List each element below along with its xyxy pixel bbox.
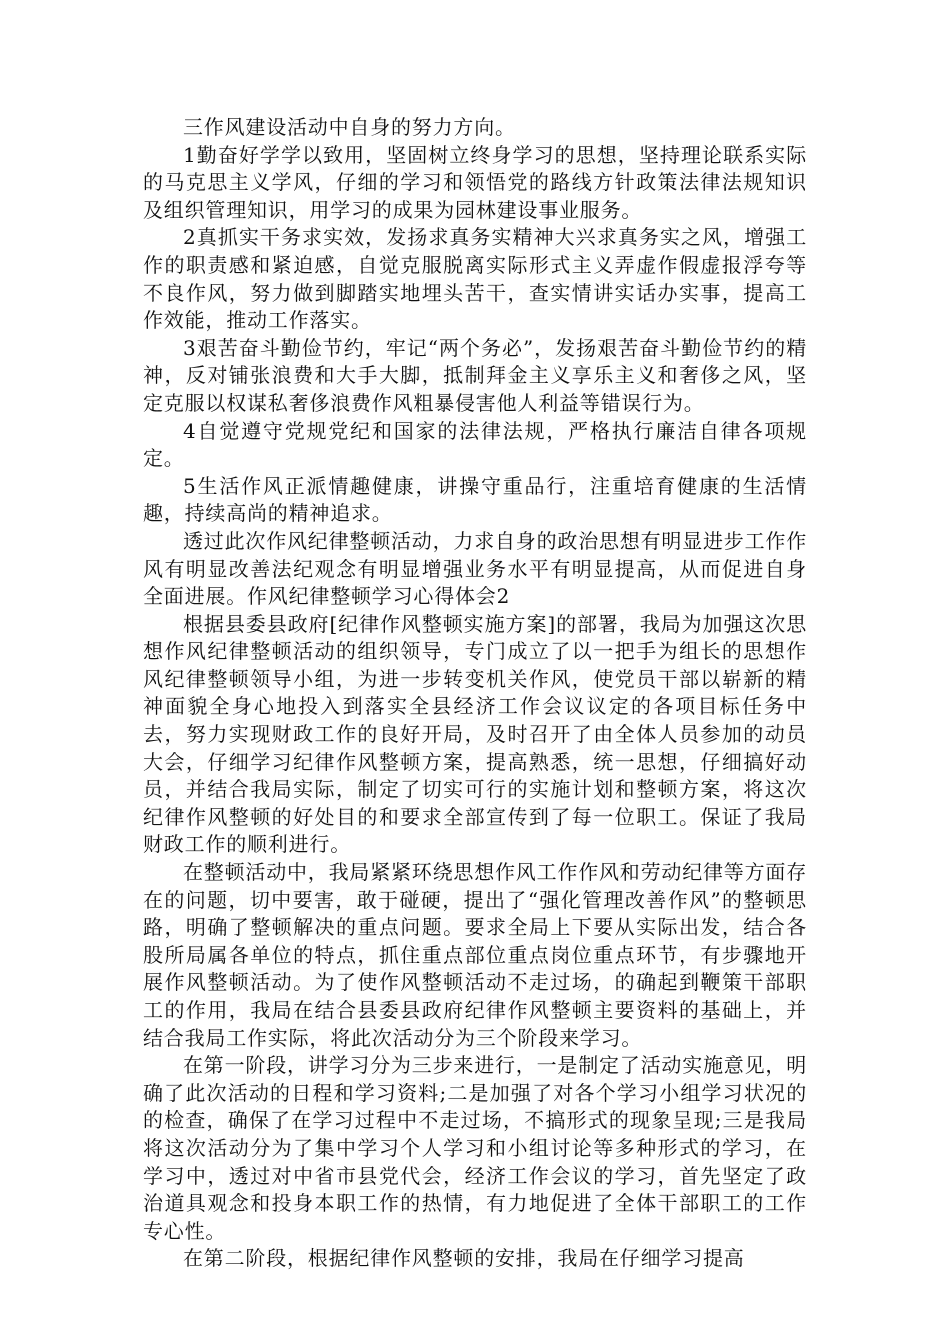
paragraph-item-3: 3艰苦奋斗勤俭节约，牢记“两个务必”，发扬艰苦奋斗勤俭节约的精神，反对铺张浪费和大手大脚，抵制拜金主义享乐主义和奢侈之风，坚定克服以权谋私奢侈浪费作风粗暴侵害他人利益等错误行为。 bbox=[143, 335, 807, 415]
document-page bbox=[143, 114, 807, 1273]
paragraph-section-three-heading: 三作风建设活动中自身的努力方向。 bbox=[183, 115, 516, 139]
paragraph-item-4: 4自觉遵守党规党纪和国家的法律法规，严格执行廉洁自律各项规定。 bbox=[143, 418, 807, 471]
paragraph-stage-two: 在第二阶段，根据纪律作风整顿的安排，我局在仔细学习提高 bbox=[183, 1246, 745, 1271]
paragraph-rectification: 在整顿活动中，我局紧紧环绕思想作风工作作风和劳动纪律等方面存在的问题，切中要害，敢于碰硬，提出了“强化管理改善作风”的整顿思路，明确了整顿解决的重点问题。要求全局上下要从实际出发，结合各股所局属各单位的特点，抓住重点部位重点岗位重点环节，有步骤地开展作风整顿活动。为了使作风整顿活动不走过场，的确起到鞭策干部职工的作用，我局在结合县委县政府纪律作风整顿主要资料的基础上，并结合我局工作实际，将此次活动分为三个阶段来学习。 bbox=[143, 860, 807, 1050]
paragraph-item-5: 5生活作风正派情趣健康，讲操守重品行，注重培育健康的生活情趣，持续高尚的精神追求。 bbox=[143, 473, 807, 526]
paragraph-conclusion: 透过此次作风纪律整顿活动，力求自身的政治思想有明显进步工作作风有明显改善法纪观念有明显增强业务水平有明显提高，从而促进自身全面进展。作风纪律整顿学习心得体会2 bbox=[143, 528, 807, 609]
paragraph-stage-one: 在第一阶段，讲学习分为三步来进行，一是制定了活动实施意见，明确了此次活动的日程和学习资料;二是加强了对各个学习小组学习状况的的检查，确保了在学习过程中不走过场，不搞形式的现象呈现;三是我局将这次活动分为了集中学习个人学习和小组讨论等多种形式的学习，在学习中，透过对中省市县党代会，经济工作会议的学习，首先坚定了政治道具观念和投身本职工作的热情，有力地促进了全体干部职工的工作专心性。 bbox=[143, 1053, 807, 1243]
paragraph-item-2: 2真抓实干务求实效，发扬求真务实精神大兴求真务实之风，增强工作的职责感和紧迫感，自觉克服脱离实际形式主义弄虚作假虚报浮夸等不良作风，努力做到脚踏实地埋头苦干，查实情讲实话办实事，提高工作效能，推动工作落实。 bbox=[143, 225, 807, 333]
paragraph-item-1: 1勤奋好学学以致用，坚固树立终身学习的思想，坚持理论联系实际的马克思主义学风，仔细的学习和领悟党的路线方针政策法律法规知识及组织管理知识，用学习的成果为园林建设事业服务。 bbox=[143, 142, 807, 222]
paragraph-deployment: 根据县委县政府[纪律作风整顿实施方案]的部署，我局为加强这次思想作风纪律整顿活动的组织领导，专门成立了以一把手为组长的思想作风纪律整顿领导小组，为进一步转变机关作风，使党员干部以崭新的精神面貌全身心地投入到落实全县经济工作会议议定的各项目标任务中去，努力实现财政工作的良好开局，及时召开了由全体人员参加的动员大会，仔细学习纪律作风整顿方案，提高熟悉，统一思想，仔细搞好动员，并结合我局实际，制定了切实可行的实施计划和整顿方案，将这次纪律作风整顿的好处目的和要求全部宣传到了每一位职工。保证了我局财政工作的顺利进行。 bbox=[143, 611, 807, 857]
